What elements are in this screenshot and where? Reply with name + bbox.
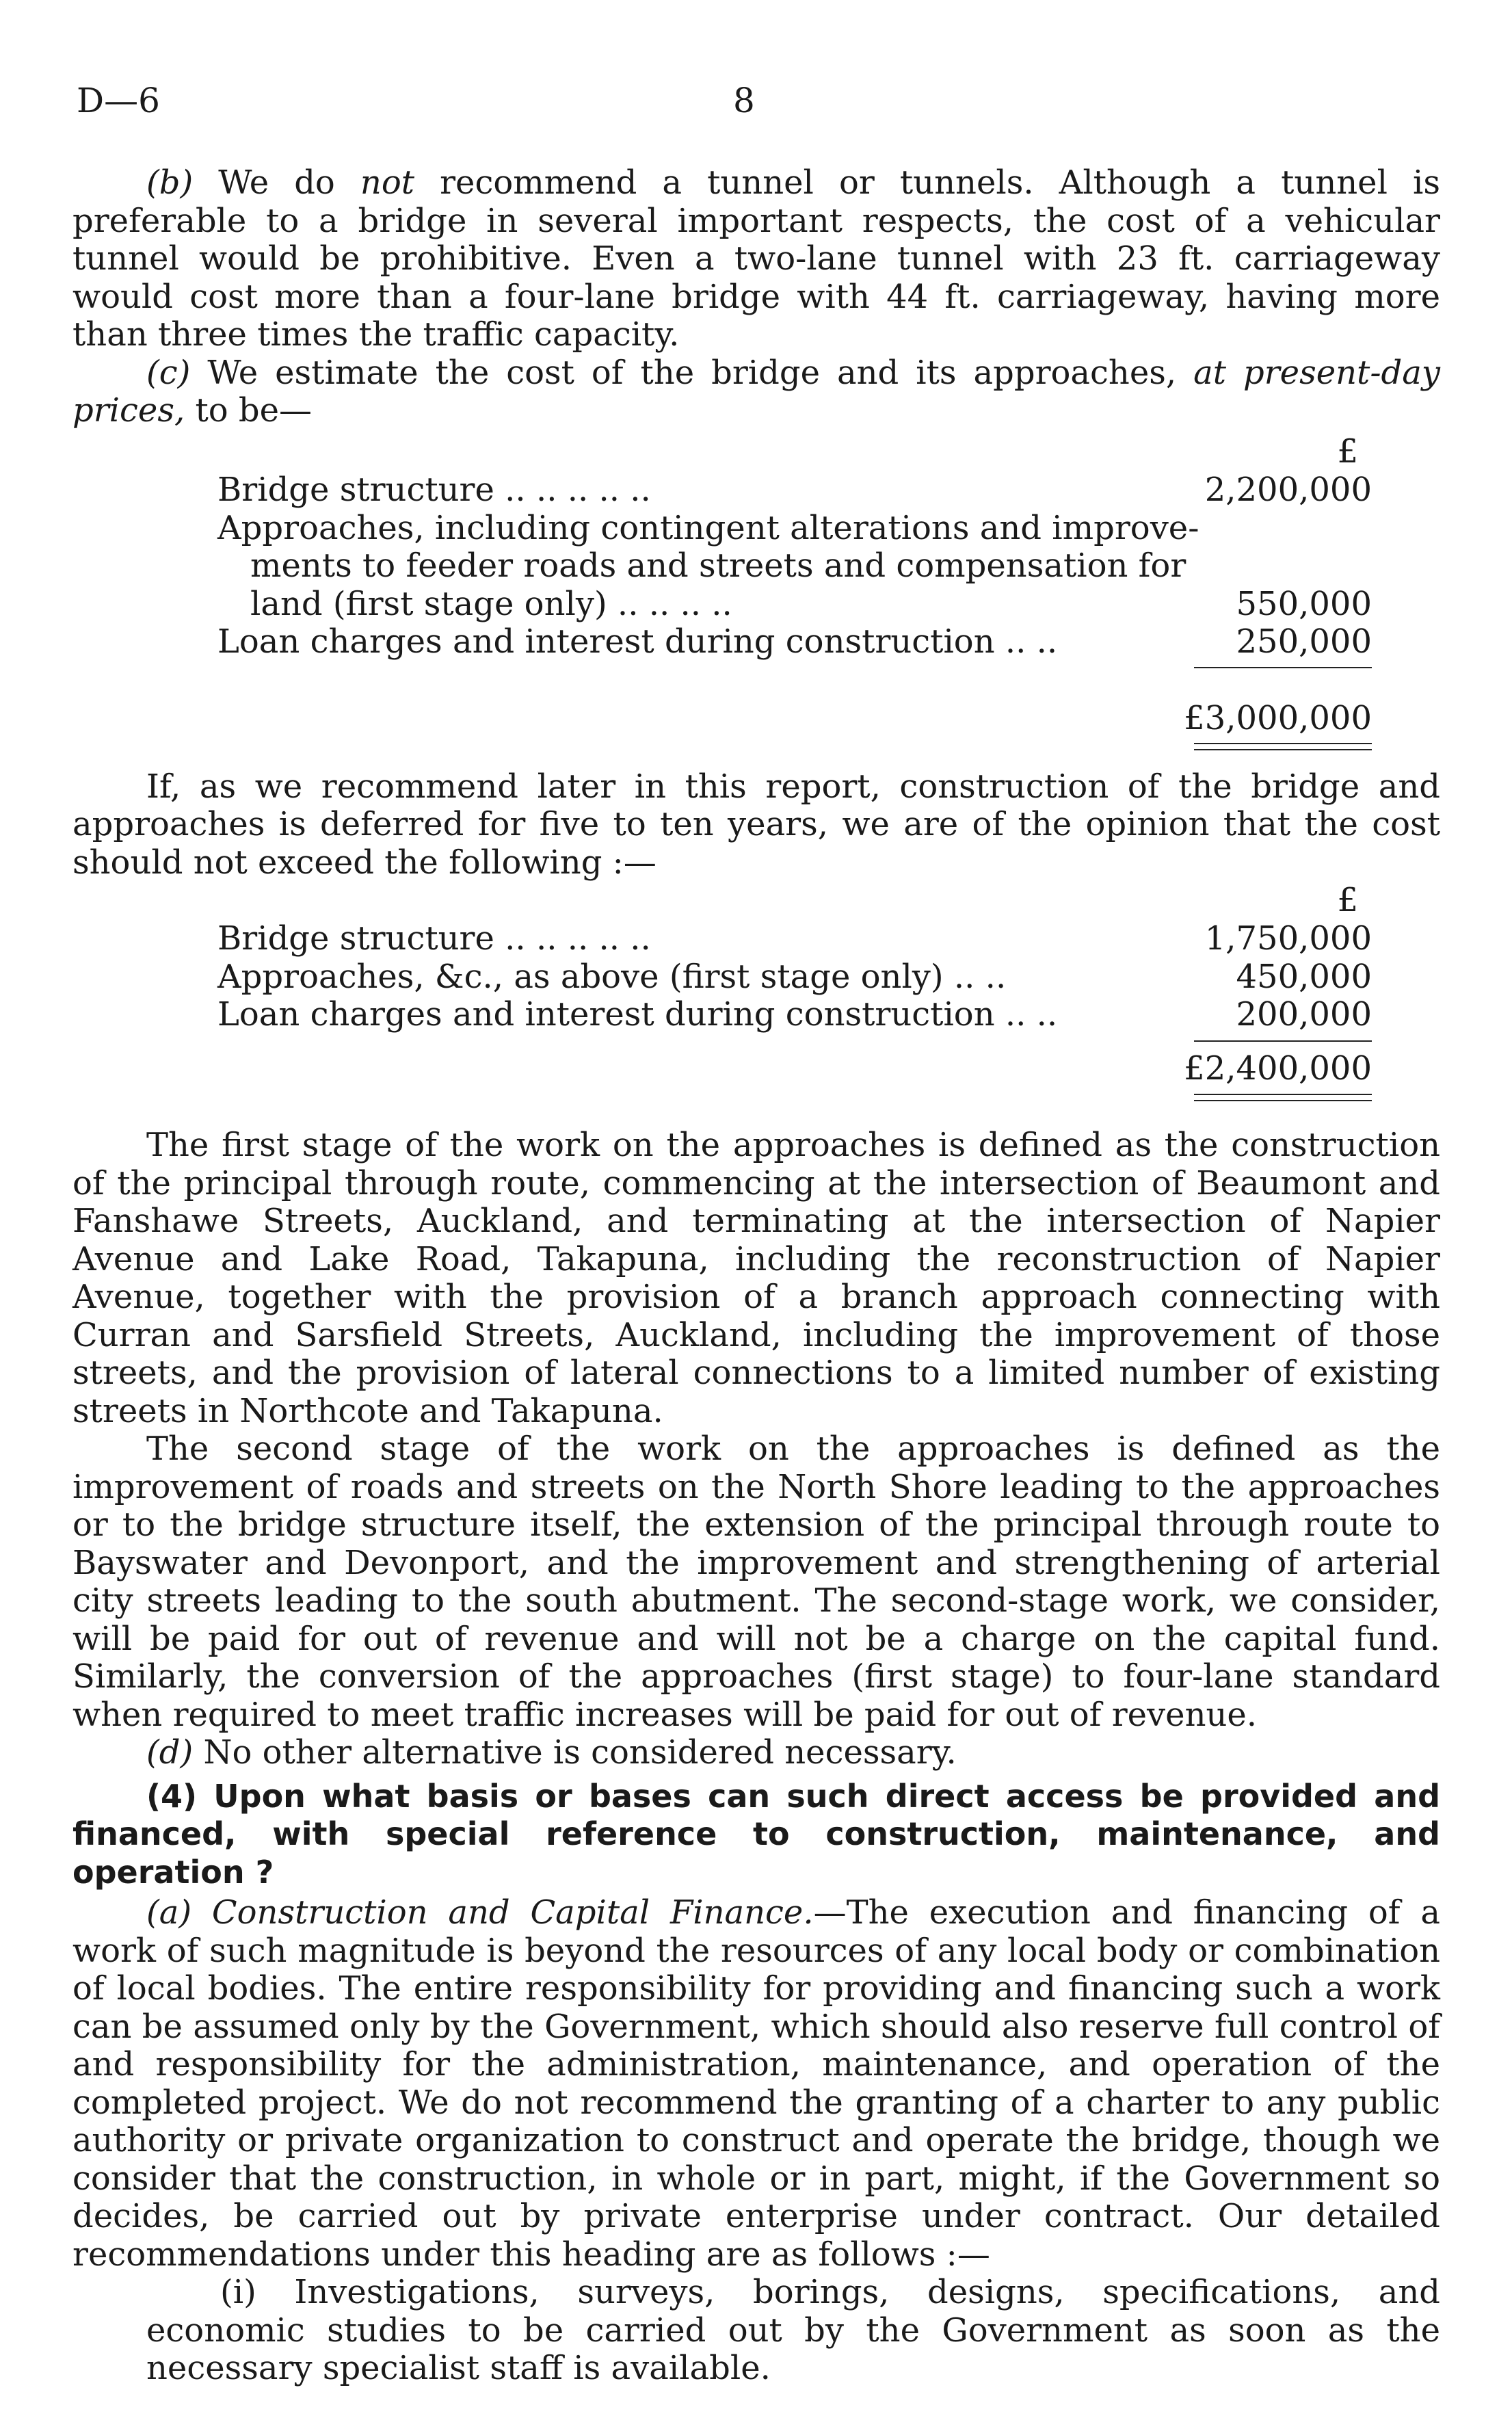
table-row [217,510,1512,548]
paragraph-c-marker: (c) [146,353,191,392]
row-amount: 2,200,000 [1204,470,1372,509]
total-amount: £3,000,000 [1184,698,1372,737]
currency-symbol: £ [1337,881,1358,919]
paragraph-deferred: If, as we recommend later in this report, construction of the bridge and approaches is deferred for five to ten years, we are of the opinion that the cost should not exceed the following :— [72,767,1440,882]
total-double-rule [1194,1094,1372,1095]
row-label: Approaches, &c., as above (first stage only) .. .. [217,958,1007,996]
row-label: Loan charges and interest during construction .. .. [217,995,1058,1034]
row-amount: 450,000 [1236,958,1372,996]
paragraph-b [72,164,1440,354]
table-row [217,958,1512,997]
total-double-rule [1194,743,1372,744]
paragraph-a-emphasis: Construction and Capital Finance. [211,1893,814,1932]
paragraph-d [72,1734,1440,1772]
table-row [217,471,1512,510]
paragraph-b-text-a: We do [193,163,360,202]
paragraph-d-marker: (d) [146,1733,194,1772]
row-amount: 1,750,000 [1204,919,1372,958]
row-amount: 200,000 [1236,995,1372,1034]
paragraph-b-emphasis: not [360,163,415,202]
row-label: land (first stage only) .. .. .. .. [250,584,732,623]
paragraph-a [72,1894,1440,2274]
table-row [217,996,1512,1034]
list-item-i: (i) Investigations, surveys, borings, designs, specifications, and economic studies to be carried out by the Government as soon as the necessary specialist staff is available. [146,2273,1440,2387]
table-row [217,920,1512,958]
paragraph-d-text: No other alternative is considered necessary. [193,1733,957,1772]
cost-table-deferred [217,882,1512,1046]
paragraph-a-text: —The execution and financing of a work of such magnitude is beyond the resources of any local body or combination of local bodies. The entire responsibility for providing and financing such a work can be assumed only by the Government, which should also reserve full control of and responsibility for the administration, maintenance, and operation of the completed project. We do not recommend the granting of a charter to any public authority or private organization to construct and operate the bridge, though we consider that the construction, in whole or in part, might, if the Government so decides, be carried out by private enterprise under contract. Our detailed recommendations under this heading are as follows :— [72,1893,1441,2274]
cost-table-present [217,433,1512,700]
currency-symbol: £ [1337,432,1358,471]
paragraph-c-text-a: We estimate the cost of the bridge and its approaches, [190,353,1194,392]
cost-table-present-total [217,700,1512,768]
row-label: ments to feeder roads and streets and compensation for [250,546,1186,585]
table-row [217,623,1512,661]
section-4-heading: (4) Upon what basis or bases can such direct access be provided and financed, with special reference to construction, maintenance, and operation ? [72,1777,1440,1891]
paragraph-b-marker: (b) [146,163,194,202]
document-reference: D—6 [77,81,160,120]
table-row [217,547,1512,586]
total-amount: £2,400,000 [1184,1049,1372,1088]
paragraph-a-marker: (a) [146,1893,192,1932]
row-label: Bridge structure .. .. .. .. .. [217,470,651,509]
total-double-rule [1194,749,1372,750]
row-amount: 550,000 [1236,584,1372,623]
paragraph-c-emphasis: at present-day prices, [72,353,1440,430]
paragraph-second-stage: The second stage of the work on the approaches is defined as the improvement of roads and streets on the North Shore leading to the approaches or to the bridge structure itself, the extension of the principal through route to Bayswater and Devonport, and the improvement and strengthening of arterial city streets leading to the south abutment. The second-stage work, we consider, will be paid for out of revenue and will not be a charge on the capital fund. Similarly, the conversion of the approaches (first stage) to four-lane standard when required to meet traffic increases will be paid for out of revenue. [72,1430,1440,1734]
page-body [72,164,1440,2388]
total-double-rule [1194,1100,1372,1101]
page-number: 8 [733,81,755,120]
cost-table-deferred-total [217,1046,1512,1127]
row-label: Loan charges and interest during construction .. .. [217,622,1058,661]
row-amount: 250,000 [1236,622,1372,661]
table-row [217,586,1512,624]
row-label: Bridge structure .. .. .. .. .. [217,919,651,958]
paragraph-c-text-b: to be— [185,391,313,430]
subtotal-rule [1194,667,1372,668]
subtotal-rule [1194,1040,1372,1042]
paragraph-first-stage: The first stage of the work on the approaches is defined as the construction of the principal through route, commencing at the intersection of Beaumont and Fanshawe Streets, Auckland, and terminating at the intersection of Napier Avenue and Lake Road, Takapuna, including the reconstruction of Napier Avenue, together with the provision of a branch approach connecting with Curran and Sarsfield Streets, Auckland, including the improvement of those streets, and the provision of lateral connections to a limited number of existing streets in Northcote and Takapuna. [72,1126,1440,1430]
paragraph-b-text-b: recommend a tunnel or tunnels. Although a tunnel is preferable to a bridge in several important respects, the cost of a vehicular tunnel would be prohibitive. Even a two-lane tunnel with 23 ft. carriageway would cost more than a four-lane bridge with 44 ft. carriageway, having more than three times the traffic capacity. [72,163,1440,354]
paragraph-c [72,354,1440,430]
row-label: Approaches, including contingent alterations and improve- [217,508,1199,547]
